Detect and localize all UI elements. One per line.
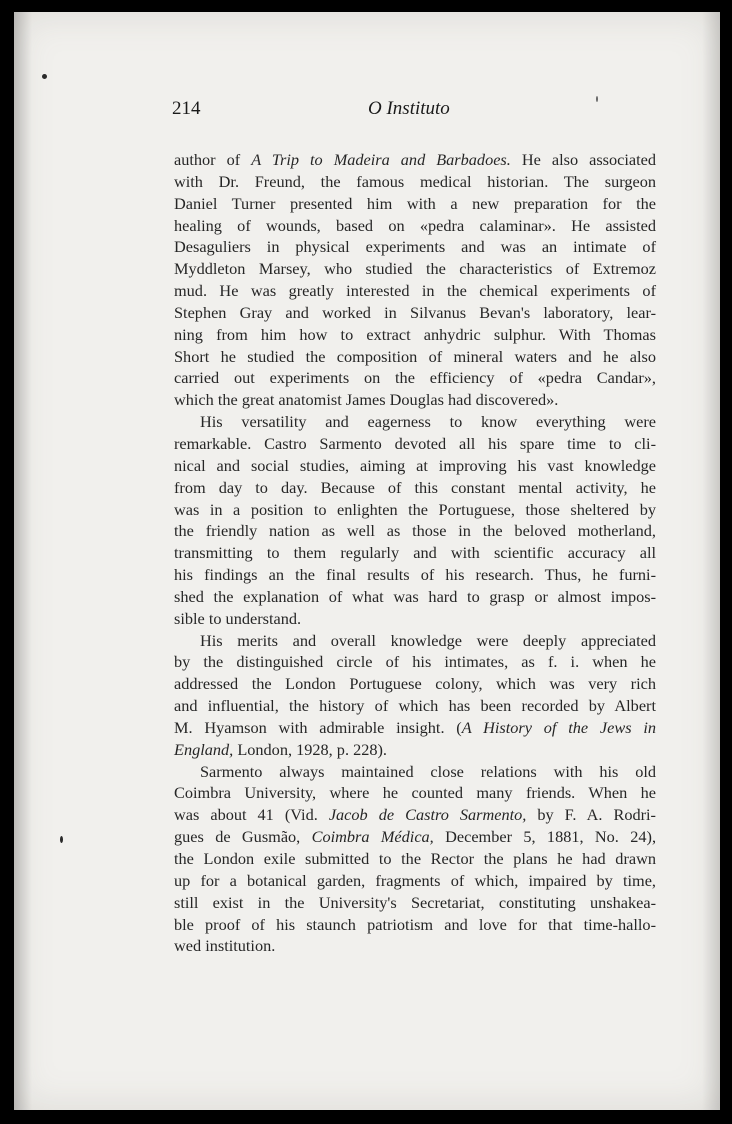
text-run: by F. A. Rodri- — [526, 805, 656, 825]
text-run: ble proof of his staunch patriotism and love for that time-hallo- — [174, 914, 656, 934]
text-line — [174, 433, 656, 455]
text-run: which the great anatomist James Douglas had discovered». — [174, 390, 559, 410]
dust-speck — [42, 74, 47, 79]
text-line — [174, 389, 656, 411]
text-line — [174, 215, 656, 237]
text-line — [174, 302, 656, 324]
dust-speck — [596, 96, 598, 102]
text-run: Short he studied the composition of mineral waters and he also — [174, 346, 656, 366]
text-run: London, 1928, p. 228). — [233, 739, 388, 759]
text-line — [174, 630, 656, 652]
text-line — [174, 258, 656, 280]
text-run: He also associated — [510, 150, 657, 169]
scanned-page — [14, 12, 720, 1110]
italic-text: Jacob de Castro Sarmento, — [328, 805, 527, 825]
text-run: Coimbra University, where he counted many friends. When he — [174, 783, 656, 803]
text-run: up for a botanical garden, fragments of which, impaired by time, — [174, 870, 656, 890]
text-line — [174, 236, 656, 258]
text-line — [174, 564, 656, 586]
paragraph — [174, 761, 656, 958]
text-run: His merits and overall knowledge were deeply appreciated — [200, 630, 656, 650]
text-run: Daniel Turner presented him with a new preparation for the — [174, 193, 656, 213]
text-line — [174, 193, 656, 215]
text-line — [174, 280, 656, 302]
text-run: still exist in the University's Secretariat, constituting unshakea- — [174, 892, 656, 912]
text-run: mud. He was greatly interested in the chemical experiments of — [174, 281, 656, 301]
text-run: the friendly nation as well as those in the beloved motherland, — [174, 521, 656, 541]
text-line — [174, 892, 656, 914]
text-run: Sarmento always maintained close relations with his old — [200, 761, 656, 781]
text-run: with Dr. Freund, the famous medical historian. The surgeon — [174, 171, 656, 191]
text-run: ning from him how to extract anhydric sulphur. With Thomas — [174, 324, 656, 344]
text-run: M. Hyamson with admirable insight. ( — [174, 717, 462, 737]
body-text — [174, 149, 656, 957]
text-line — [174, 367, 656, 389]
text-line — [174, 477, 656, 499]
paragraph — [174, 149, 656, 411]
text-line — [174, 149, 656, 171]
italic-text: England, — [174, 739, 234, 759]
text-line — [174, 826, 656, 848]
italic-text: Coimbra Médica, — [311, 827, 434, 847]
text-line — [174, 717, 656, 739]
text-run: nical and social studies, aiming at improving his vast knowledge — [174, 455, 656, 475]
text-run: wed institution. — [174, 936, 276, 956]
text-line — [174, 651, 656, 673]
text-run: Stephen Gray and worked in Silvanus Bevan's laboratory, lear- — [174, 302, 656, 322]
text-run: and influential, the history of which has been recorded by Albert — [174, 696, 656, 716]
text-run: was in a position to enlighten the Portuguese, those sheltered by — [174, 499, 656, 519]
text-line — [174, 782, 656, 804]
text-line — [174, 608, 656, 630]
page-number: 214 — [172, 98, 201, 119]
right-edge-shadow — [702, 12, 720, 1110]
text-run: was about 41 (Vid. — [174, 805, 329, 825]
text-run: author of — [174, 150, 252, 169]
text-run: healing of wounds, based on «pedra calaminar». He assisted — [174, 215, 656, 235]
text-run: addressed the London Portuguese colony, which was very rich — [174, 674, 656, 694]
text-run: December 5, 1881, No. 24), — [433, 827, 657, 847]
text-line — [174, 673, 656, 695]
italic-text: A Trip to Madeira and Barbadoes. — [251, 150, 511, 169]
text-line — [174, 914, 656, 936]
text-line — [174, 324, 656, 346]
text-line — [174, 520, 656, 542]
text-run: Desaguliers in physical experiments and was an intimate of — [174, 237, 656, 257]
text-line — [174, 499, 656, 521]
text-run: from day to day. Because of this constant mental activity, he — [174, 477, 656, 497]
dust-speck — [60, 836, 63, 843]
text-run: Myddleton Marsey, who studied the characteristics of Extremoz — [174, 259, 656, 279]
paragraph — [174, 411, 656, 629]
text-line — [174, 761, 656, 783]
text-run: shed the explanation of what was hard to grasp or almost impos- — [174, 586, 656, 606]
text-run: gues de Gusmão, — [174, 827, 312, 847]
text-line — [174, 870, 656, 892]
text-run: remarkable. Castro Sarmento devoted all his spare time to cli- — [174, 433, 656, 453]
text-line — [174, 695, 656, 717]
text-line — [174, 848, 656, 870]
italic-text: A History of the Jews in — [461, 717, 656, 737]
left-edge-shadow — [14, 12, 32, 1110]
text-line — [174, 455, 656, 477]
text-run: the London exile submitted to the Rector the plans he had drawn — [174, 849, 656, 868]
text-line — [174, 346, 656, 368]
text-run: carried out experiments on the efficiency of «pedra Candar», — [174, 368, 656, 388]
text-line — [174, 804, 656, 826]
text-line — [174, 586, 656, 608]
text-run: sible to understand. — [174, 608, 302, 628]
paragraph — [174, 630, 656, 761]
page-header — [172, 98, 572, 126]
running-title: O Instituto — [368, 98, 450, 119]
text-run: transmitting to them regularly and with scientific accuracy all — [174, 543, 656, 563]
text-line — [174, 739, 656, 761]
text-run: his findings an the final results of his research. Thus, he furni- — [174, 565, 656, 585]
text-run: by the distinguished circle of his intimates, as f. i. when he — [174, 652, 656, 672]
text-line — [174, 542, 656, 564]
text-line — [174, 411, 656, 433]
text-run: His versatility and eagerness to know everything were — [200, 412, 656, 432]
text-line — [174, 935, 656, 957]
text-line — [174, 171, 656, 193]
